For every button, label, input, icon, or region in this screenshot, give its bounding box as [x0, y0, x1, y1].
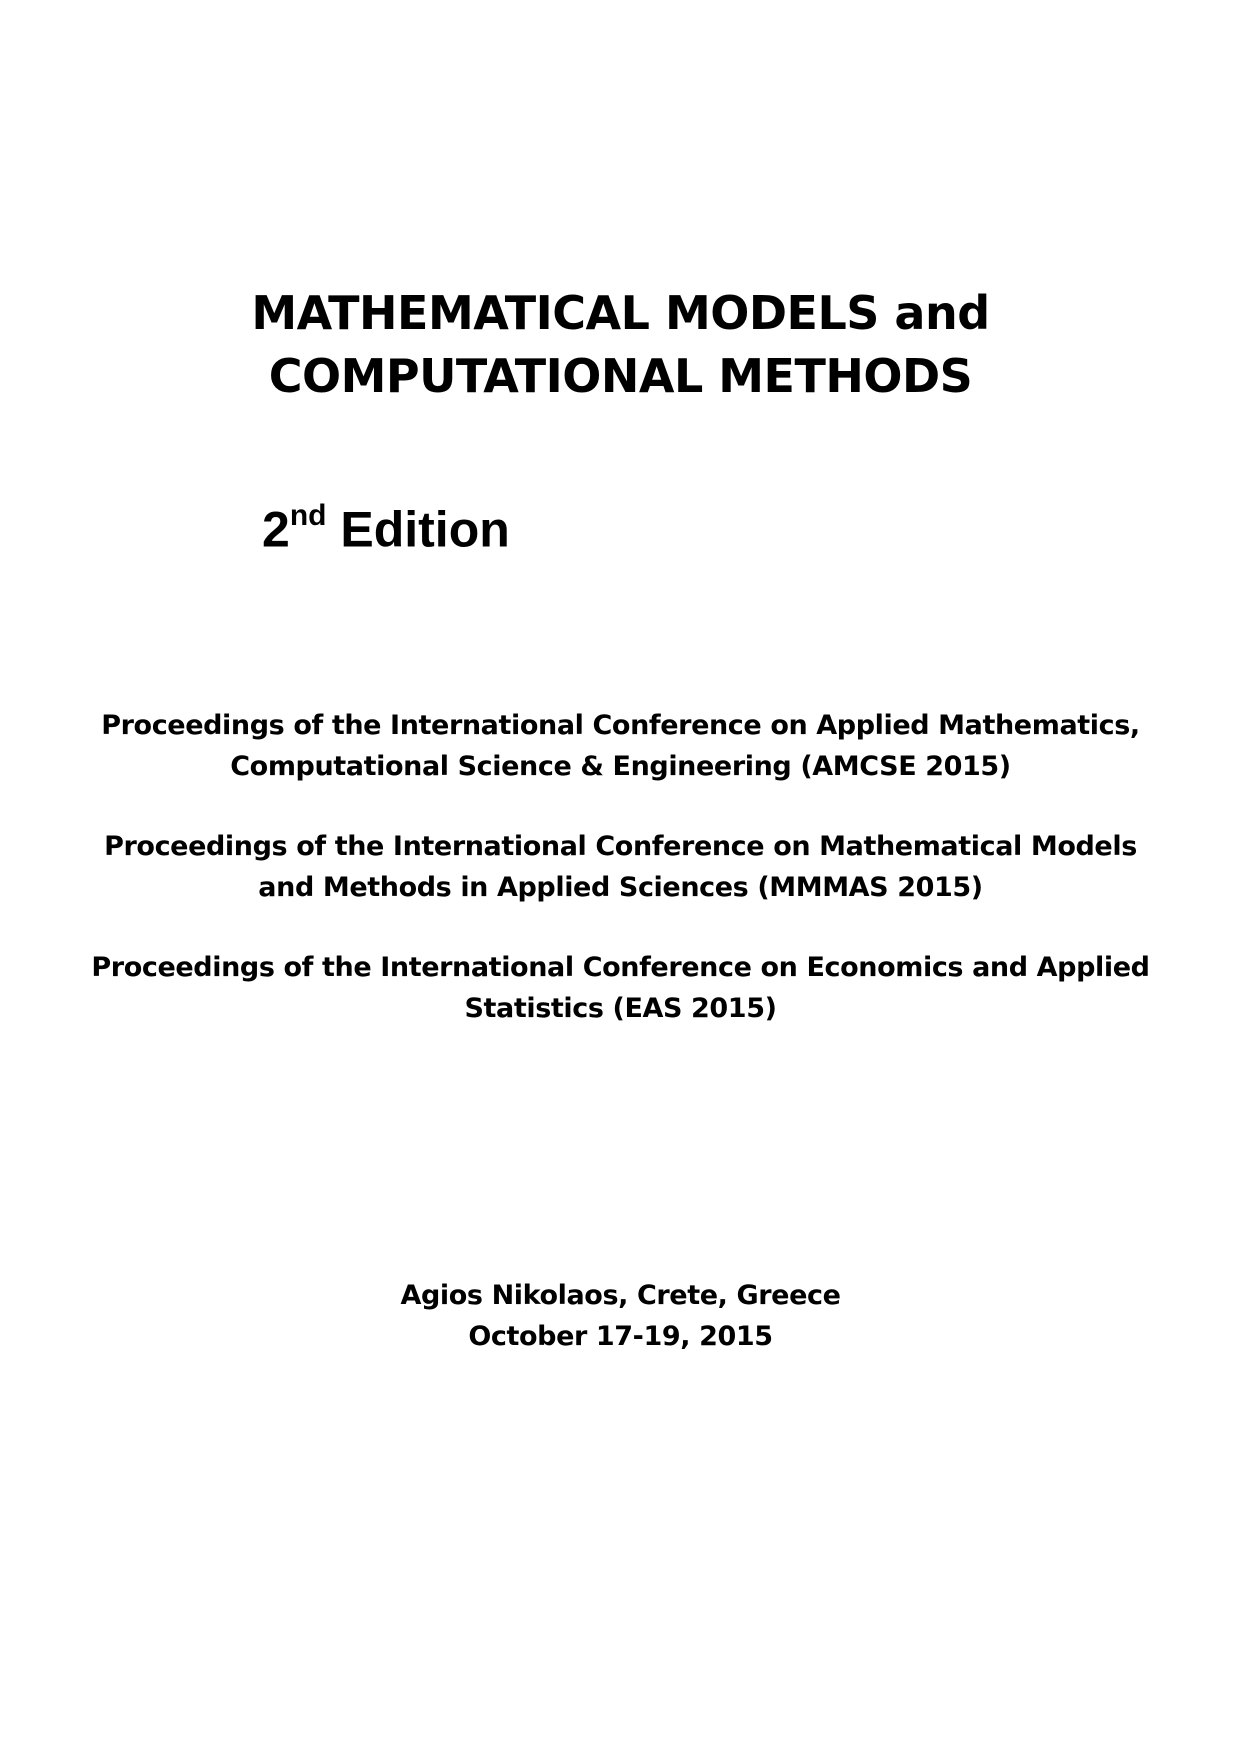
proceedings-amcse-line-2: Computational Science & Engineering (AMCSE 2015) [230, 751, 1011, 782]
venue-date: October 17-19, 2015 [468, 1321, 773, 1352]
proceedings-eas [0, 947, 1241, 1029]
venue-block [0, 1275, 1241, 1357]
edition-label: Edition [340, 501, 510, 558]
proceedings-eas-line-2: Statistics (EAS 2015) [464, 993, 777, 1024]
book-title-line-1: MATHEMATICAL MODELS and [251, 286, 990, 340]
proceedings-mmmas-line-2: and Methods in Applied Sciences (MMMAS 2015) [258, 872, 983, 903]
venue-location: Agios Nikolaos, Crete, Greece [400, 1280, 841, 1311]
proceedings-eas-line-1: Proceedings of the International Conference on Economics and Applied [91, 952, 1150, 983]
edition-number: 2 [262, 501, 290, 558]
edition-ordinal-suffix: nd [289, 499, 327, 532]
edition-heading [262, 490, 510, 560]
book-title-line-2: COMPUTATIONAL METHODS [268, 349, 973, 403]
proceedings-mmmas-line-1: Proceedings of the International Conference on Mathematical Models [104, 831, 1137, 862]
proceedings-amcse [0, 705, 1241, 787]
book-title [0, 282, 1241, 408]
proceedings-amcse-line-1: Proceedings of the International Conference on Applied Mathematics, [101, 710, 1140, 741]
proceedings-mmmas [0, 826, 1241, 908]
